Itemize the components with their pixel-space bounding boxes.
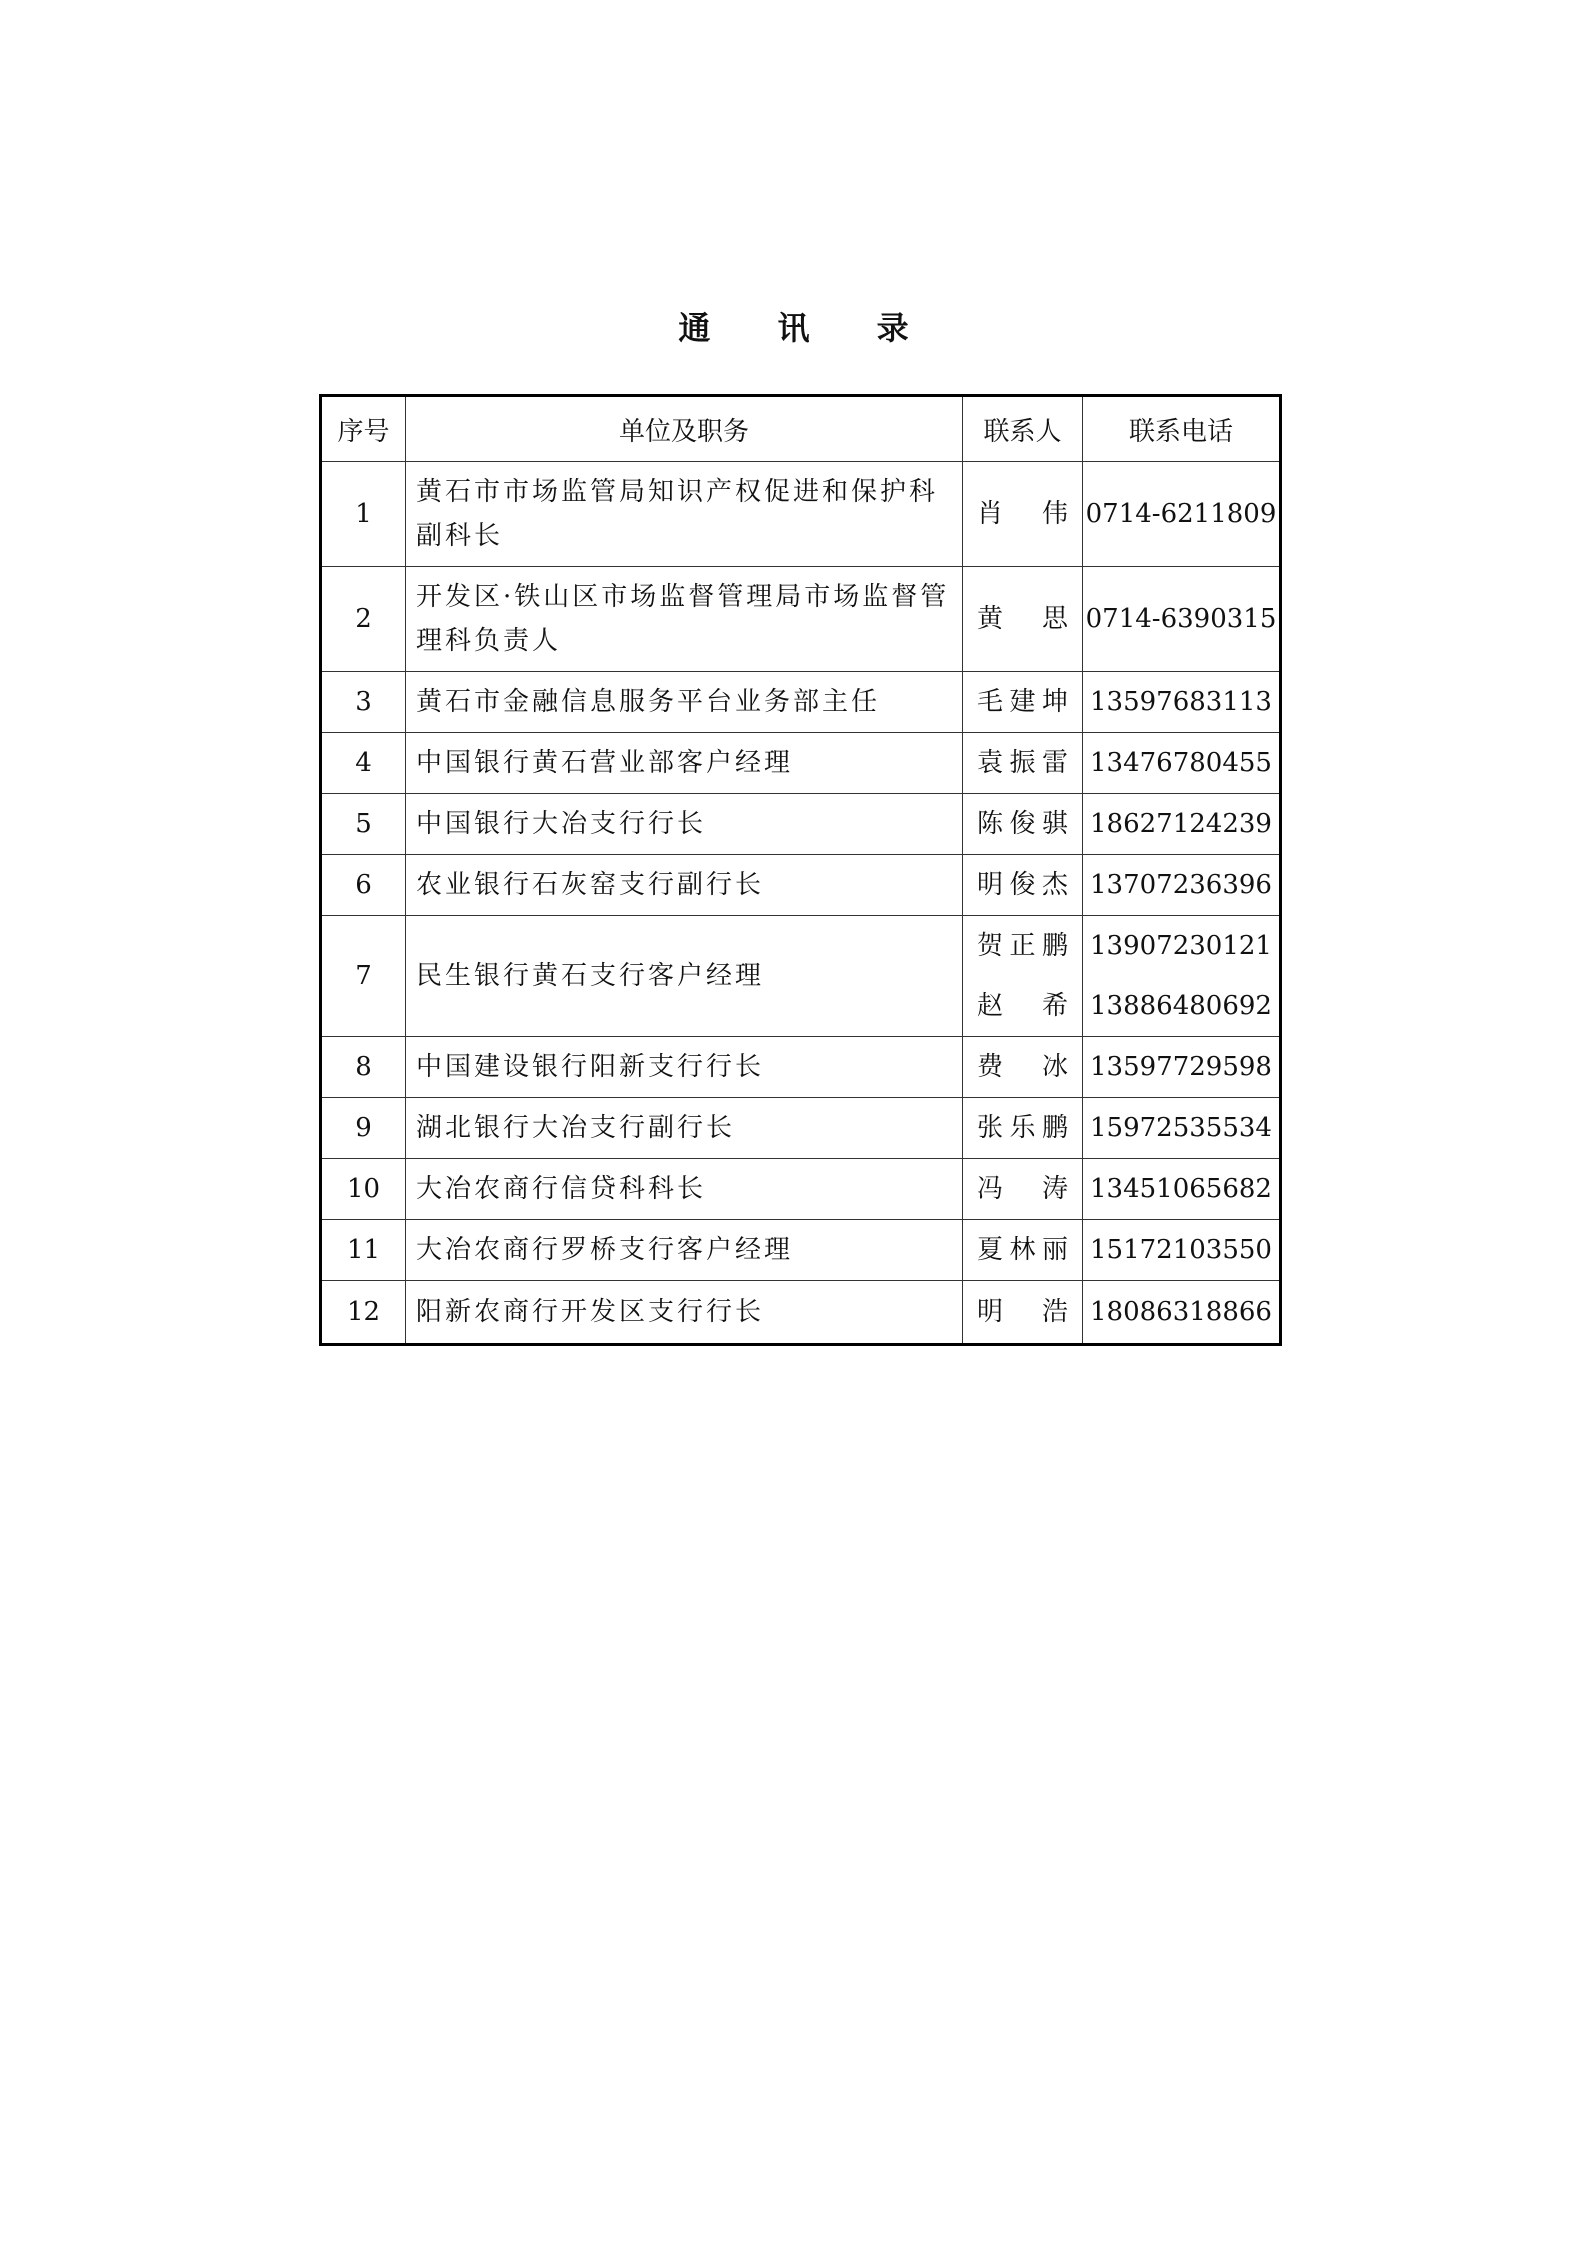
row-seq: 10 bbox=[321, 1159, 406, 1220]
row-unit: 民生银行黄石支行客户经理 bbox=[406, 916, 963, 1037]
row-unit: 黄石市金融信息服务平台业务部主任 bbox=[406, 672, 963, 733]
row-phone bbox=[1083, 916, 1281, 1037]
row-unit: 黄石市市场监管局知识产权促进和保护科副科长 bbox=[406, 462, 963, 567]
phone-number: 13907230121 bbox=[1090, 931, 1272, 961]
row-person bbox=[963, 794, 1083, 855]
table-row bbox=[321, 916, 1281, 1037]
row-unit: 阳新农商行开发区支行行长 bbox=[406, 1281, 963, 1345]
row-person bbox=[963, 567, 1083, 672]
row-seq: 4 bbox=[321, 733, 406, 794]
row-phone bbox=[1083, 1159, 1281, 1220]
header-phone: 联系电话 bbox=[1083, 396, 1281, 462]
header-seq: 序号 bbox=[321, 396, 406, 462]
phone-number: 0714-6211809 bbox=[1085, 499, 1277, 529]
contact-name: 费 冰 bbox=[977, 1052, 1068, 1082]
table-row bbox=[321, 567, 1281, 672]
phone-number: 15972535534 bbox=[1090, 1113, 1272, 1143]
row-person bbox=[963, 672, 1083, 733]
table-header-row bbox=[321, 396, 1281, 462]
row-phone bbox=[1083, 1098, 1281, 1159]
row-person bbox=[963, 1098, 1083, 1159]
contact-name: 陈俊骐 bbox=[977, 809, 1068, 839]
table-row bbox=[321, 855, 1281, 916]
contact-name: 贺正鹏 bbox=[977, 931, 1068, 961]
row-person bbox=[963, 855, 1083, 916]
phone-number: 13597683113 bbox=[1090, 687, 1272, 717]
table-row bbox=[321, 794, 1281, 855]
contact-name: 毛建坤 bbox=[977, 687, 1068, 717]
row-person bbox=[963, 462, 1083, 567]
table-row bbox=[321, 1159, 1281, 1220]
row-phone bbox=[1083, 1220, 1281, 1281]
row-unit: 大冶农商行罗桥支行客户经理 bbox=[406, 1220, 963, 1281]
row-unit: 中国银行大冶支行行长 bbox=[406, 794, 963, 855]
table-row bbox=[321, 1281, 1281, 1345]
row-phone bbox=[1083, 855, 1281, 916]
row-unit: 中国建设银行阳新支行行长 bbox=[406, 1037, 963, 1098]
row-seq: 11 bbox=[321, 1220, 406, 1281]
row-seq: 6 bbox=[321, 855, 406, 916]
row-unit: 农业银行石灰窑支行副行长 bbox=[406, 855, 963, 916]
row-unit: 中国银行黄石营业部客户经理 bbox=[406, 733, 963, 794]
row-person bbox=[963, 1159, 1083, 1220]
contact-name: 赵 希 bbox=[977, 991, 1068, 1021]
contact-name: 肖 伟 bbox=[977, 499, 1068, 529]
row-phone bbox=[1083, 1281, 1281, 1345]
row-seq: 8 bbox=[321, 1037, 406, 1098]
row-unit: 大冶农商行信贷科科长 bbox=[406, 1159, 963, 1220]
header-person: 联系人 bbox=[963, 396, 1083, 462]
contact-name: 夏林丽 bbox=[977, 1235, 1068, 1265]
contact-name: 明俊杰 bbox=[977, 870, 1068, 900]
row-person bbox=[963, 916, 1083, 1037]
contact-name: 冯 涛 bbox=[977, 1174, 1068, 1204]
row-unit: 开发区·铁山区市场监督管理局市场监督管理科负责人 bbox=[406, 567, 963, 672]
row-person bbox=[963, 1037, 1083, 1098]
phone-number: 18086318866 bbox=[1090, 1297, 1272, 1327]
row-seq: 1 bbox=[321, 462, 406, 567]
contact-name: 明 浩 bbox=[977, 1297, 1068, 1327]
phone-number: 13476780455 bbox=[1090, 748, 1272, 778]
table-row bbox=[321, 1098, 1281, 1159]
row-seq: 9 bbox=[321, 1098, 406, 1159]
row-phone bbox=[1083, 733, 1281, 794]
contact-table bbox=[319, 394, 1282, 1346]
row-person bbox=[963, 1220, 1083, 1281]
contact-name: 袁振雷 bbox=[977, 748, 1068, 778]
row-phone bbox=[1083, 1037, 1281, 1098]
contact-name: 黄 思 bbox=[977, 604, 1068, 634]
row-phone bbox=[1083, 462, 1281, 567]
page-title: 通 讯 录 bbox=[678, 309, 937, 347]
row-unit: 湖北银行大冶支行副行长 bbox=[406, 1098, 963, 1159]
row-seq: 3 bbox=[321, 672, 406, 733]
row-phone bbox=[1083, 794, 1281, 855]
phone-number: 15172103550 bbox=[1090, 1235, 1272, 1265]
table-row bbox=[321, 1037, 1281, 1098]
row-seq: 12 bbox=[321, 1281, 406, 1345]
row-phone bbox=[1083, 672, 1281, 733]
row-person bbox=[963, 1281, 1083, 1345]
table-row bbox=[321, 733, 1281, 794]
row-seq: 5 bbox=[321, 794, 406, 855]
table-row bbox=[321, 462, 1281, 567]
contact-name: 张乐鹏 bbox=[977, 1113, 1068, 1143]
table-row bbox=[321, 672, 1281, 733]
header-unit: 单位及职务 bbox=[406, 396, 963, 462]
phone-number: 13597729598 bbox=[1090, 1052, 1272, 1082]
phone-number: 18627124239 bbox=[1090, 809, 1272, 839]
row-seq: 2 bbox=[321, 567, 406, 672]
row-seq: 7 bbox=[321, 916, 406, 1037]
phone-number: 0714-6390315 bbox=[1085, 604, 1277, 634]
phone-number: 13451065682 bbox=[1090, 1174, 1272, 1204]
table-row bbox=[321, 1220, 1281, 1281]
phone-number: 13707236396 bbox=[1090, 870, 1272, 900]
row-phone bbox=[1083, 567, 1281, 672]
phone-number: 13886480692 bbox=[1090, 991, 1272, 1021]
table-body bbox=[321, 462, 1281, 1345]
row-person bbox=[963, 733, 1083, 794]
